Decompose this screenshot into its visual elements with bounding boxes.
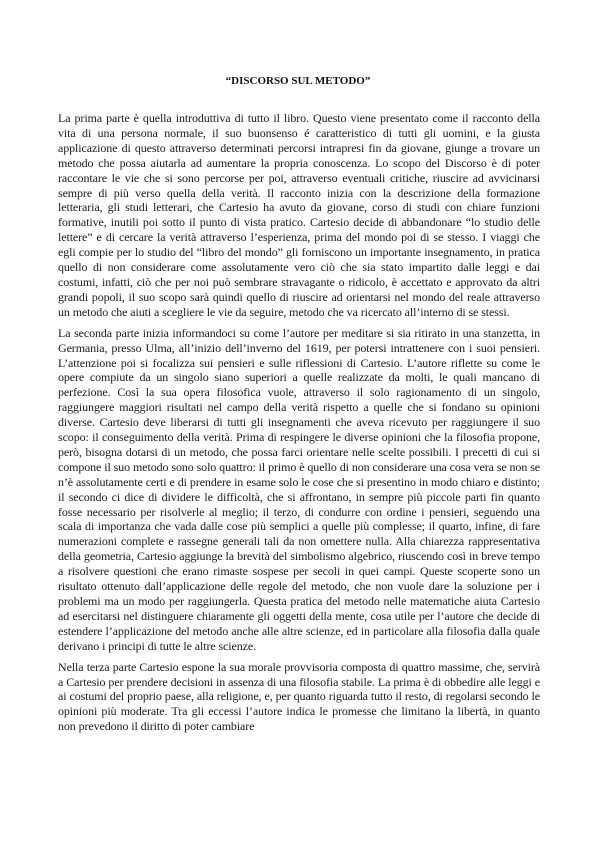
document-title: “DISCORSO SUL METODO”	[225, 75, 371, 87]
document-body	[58, 111, 540, 740]
paragraph-part-three: Nella terza parte Cartesio espone la sua morale provvisoria composta di quattro massime, che, servirà a Cartesio per prendere decisioni in assenza di una filosofia stabile. La prima è di obbedire alle leggi e ai costumi del proprio paese, alla religione, e, per quanto riguarda tutto il resto, di regolarsi secondo le opinioni più moderate. Tra gli eccessi l’autore indica le promesse che limitano la libertà, in quanto non prevedono il diritto di poter cambiare	[58, 659, 540, 734]
paragraph-part-one: La prima parte è quella introduttiva di tutto il libro. Questo viene presentato come il racconto della vita di una persona normale, il suo buonsenso é caratteristico di tutti gli uomini, e la giusta applicazione di questo attraverso determinati percorsi intrapresi fin da giovane, giunge a trovare un metodo che possa aiutarla ad aumentare la propria conoscenza. Lo scopo del Discorso è di poter raccontare le vie che si sono percorse per poi, attraverso eventuali critiche, riuscire ad avvicinarsi sempre di più verso quella della verità. Il racconto inizia con la descrizione della formazione letteraria, gli studi letterari, che Cartesio ha avuto da giovane, corso di studi con chiare funzioni formative, inutili poi sotto il punto di vista pratico. Cartesio decide di abbandonare “lo studio delle lettere” e di cercare la verità attraverso l’esperienza, prima del mondo poi di se stesso. I viaggi che egli compie per lo studio del “libro del mondo” gli forniscono un importante insegnamento, in pratica quello di non considerare come assolutamente vero ciò che sia stato impartito dalle leggi e dai costumi, infatti, ciò che per noi può sembrare stravagante o ridicolo, è accettato e approvato da altri grandi popoli, il suo scopo sarà quindi quello di riuscire ad orientarsi nel mondo del reale attraverso un metodo che aiuti a scegliere le vie da seguire, metodo che va ricercato all’interno di se stessi.	[58, 111, 540, 319]
paragraph-part-two: La seconda parte inizia informandoci su come l’autore per meditare si sia ritirato in una stanzetta, in Germania, presso Ulma, all’inizio dell’inverno del 1619, per potersi intrattenere con i suoi pensieri. L’attenzione poi si focalizza sui pensieri e sulle riflessioni di Cartesio. L’autore riflette su come le opere compiute da un singolo siano superiori a quelle realizzate da molti, le quali mancano di perfezione. Così la sua opera filosofica vuole, attraverso il solo ragionamento di un singolo, raggiungere maggiori risultati nel campo della verità rispetto a quelle che si fondano su opinioni diverse. Cartesio deve liberarsi di tutti gli insegnamenti che aveva ricevuto per raggiungere il suo scopo: il conseguimento della verità. Prima di respingere le diverse opinioni che la filosofia propone, però, bisogna dotarsi di un metodo, che possa farci orientare nelle scelte possibili. I precetti di cui si compone il suo metodo sono solo quattro: il primo è quello di non considerare una cosa vera se non se n’è assolutamente certi e di prendere in esame solo le cose che si presentino in modo chiaro e distinto; il secondo ci dice di dividere le difficoltà, che si affrontano, in sempre più piccole parti fin quanto fosse necessario per risolverle al meglio; il terzo, di condurre con ordine i pensieri, seguendo una scala di importanza che vada dalle cose più semplici a quelle più complesse; il quarto, infine, di fare numerazioni complete e rassegne generali tali da non omettere nulla. Alla chiarezza rappresentativa della geometria, Cartesio aggiunge la brevità del simbolismo algebrico, riuscendo così in breve tempo a risolvere questioni che erano rimaste sospese per secoli in quei campi. Queste scoperte sono un risultato ottenuto dall’applicazione delle regole del metodo, che non vuole dare la soluzione per i problemi ma un modo per raggiungerla. Questa pratica del metodo nelle matematiche aiuta Cartesio ad esercitarsi nel distinguere chiaramente gli oggetti della mente, cosa utile per l’autore che decide di estendere l’applicazione del metodo anche alle altre scienze, ed in particolare alla filosofia dalla quale derivano i principi di tutte le altre scienze.	[58, 325, 540, 653]
